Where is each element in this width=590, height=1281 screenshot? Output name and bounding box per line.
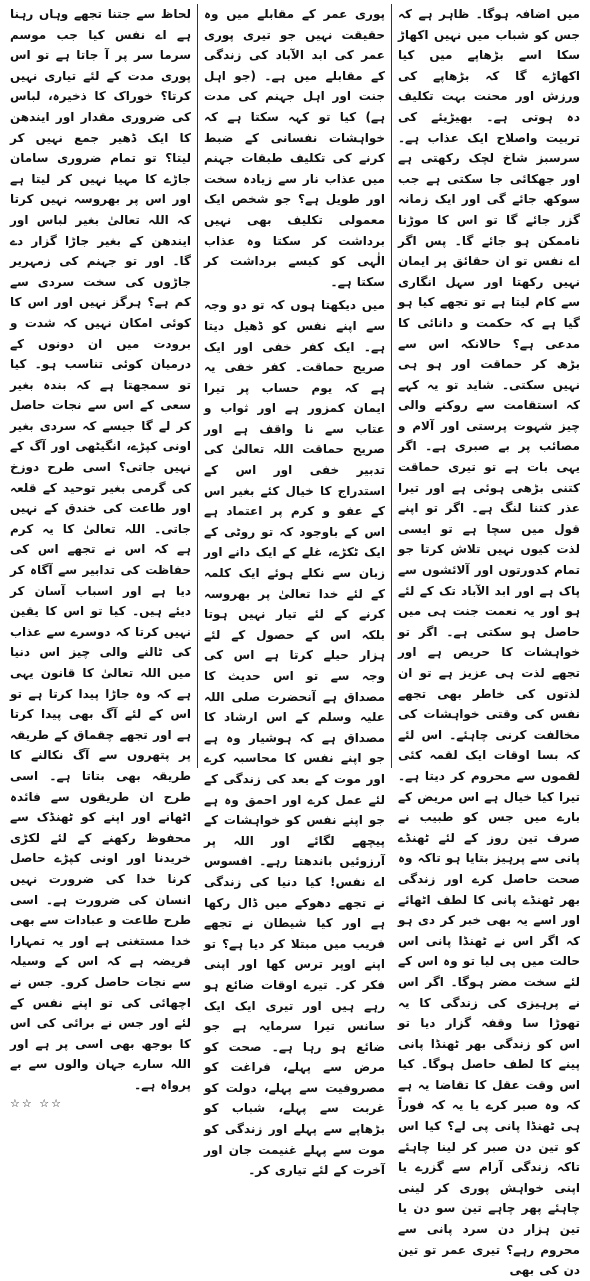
column-right <box>392 4 586 1278</box>
column-left-paragraph-1: لحاظ سے جتنا تجھے وہاں رہنا ہے اے نفس کیا جب موسم سرما سر پر آ جاتا ہے تو اس پوری مدت کے لئے تیاری نہیں کرتا؟ خوراک کا ذخیرہ، لباس کی ضروری مقدار اور ایندھن کا ایک ڈھیر جمع نہیں کر لیتا؟ تو تمام ضروری سامان جاڑے کا مہیا نہیں کر لیتا ہے اور اس پر بھروسہ نہیں کرتا کہ اللہ تعالیٰ بغیر لباس اور ایندھن کے بغیر جاڑا گزار دے گا۔ اور تو جہنم کی زمہریر جاڑوں کی سخت سردی سے کم ہے؟ ہرگز نہیں اور اس کا کوئی امکان نہیں کہ شدت و برودت میں ان دونوں کے درمیان کوئی تناسب ہو۔ کیا تو سمجھتا ہے کہ بندہ بغیر سعی کے اس سے نجات حاصل کر لے گا جیسے کہ سردی بغیر اونی کپڑے، انگیٹھی اور آگ کے نہیں جاتی؟ اسی طرح دوزخ کی گرمی بغیر توحید کے قلعہ اور طاعت کی خندق کے نہیں جاتی۔ اللہ تعالیٰ کا یہ کرم ہے کہ اس نے تجھے اس کی حفاظت کی تدابیر سے آگاہ کر دیا ہے اور اسباب آسان کر دیئے ہیں۔ کیا تو اس کا یقین نہیں کرتا کہ دوسرے سے عذاب کی ٹالنے والی چیز اس دنیا میں اللہ تعالیٰ کا قانون یہی ہے کہ وہ جاڑا پیدا کرتا ہے تو اس کے لئے آگ بھی پیدا کرتا ہے اور تجھے چقماق کے طریقہ پر پتھروں سے آگ نکالنے کا طریقہ بھی بتاتا ہے۔ اسی طرح ان طریقوں سے فائدہ اٹھانے اور اپنے کو ٹھنڈک سے محفوظ رکھنے کے لئے لکڑی خریدنا اور اونی کپڑے حاصل کرنا خدا کی ضرورت نہیں انسان کی ضرورت ہے۔ اسی طرح طاعت و عبادات سے بھی خدا مستغنی ہے اور یہ تمہارا فریضہ ہے کہ اس کے وسیلہ سے نجات حاصل کرو۔ جس نے اچھائی کی تو اپنے نفس کے لئے اور جس نے برائی کی اس کا بوجھ بھی اسی پر ہے اور اللہ سارے جہان والوں سے بے پرواہ ہے۔ <box>10 7 191 1092</box>
newspaper-page <box>4 4 586 1278</box>
end-of-article-stars: ☆☆ ☆☆ <box>10 1097 63 1111</box>
column-left <box>4 4 198 1111</box>
column-middle-paragraph-1: پوری عمر کے مقابلے میں وہ حقیقت نہیں جو تیری پوری عمر کی ابد الآباد کی زندگی کے مقابلے میں ہے۔ (جو اہل جنت اور اہل جہنم کی مدت ہے) کیا تو کہہ سکتا ہے کہ خواہشات نفسانی کے ضبط کرنے کی تکلیف طبقات جہنم میں عذاب نار سے زیادہ سخت اور طویل ہے؟ جو شخص ایک معمولی تکلیف بھی نہیں برداشت کر سکتا وہ عذاب الٰہی کو کیسے برداشت کر سکتا ہے۔ <box>204 7 385 289</box>
column-middle <box>198 4 392 1178</box>
column-right-paragraph-1: میں اضافہ ہوگا۔ ظاہر ہے کہ جس کو شباب میں نہیں اکھاڑ سکا اسے بڑھاپے میں کیا اکھاڑے گا کہ بڑھاپے کی ورزش اور محنت بہت تکلیف دہ ہوتی ہے۔ بھیڑیئے کی تربیت واصلاح ایک عذاب ہے۔ سرسبز شاخ لچک رکھتی ہے اور جھکائی جا سکتی ہے جب سوکھ جائے گی اور ایک زمانہ گزر جائے گا تو اس کا موڑنا ناممکن ہو جائے گا۔ پس اگر اے نفس تو ان حقائق پر ایمان نہیں رکھتا اور سہل انگاری سے کام لیتا ہے تو تجھے کیا ہو گیا ہے کہ حکمت و دانائی کا مدعی ہے؟ حالانکہ اس سے بڑھ کر حماقت اور ہو ہی نہیں سکتی۔ شاید تو یہ کہے کہ استقامت سے روکنے والی چیز شہوت پرستی اور آلام و مصائب پر بے صبری ہے۔ اگر یہی بات ہے تو تیری حماقت کتنی بڑھی ہوئی ہے اور تیرا عذر کتنا لنگ ہے۔ اگر تو اپنے قول میں سچا ہے تو ایسی لذت کیوں نہیں تلاش کرتا جو تمام کدورتوں اور آلائشوں سے پاک ہے اور ابد الآباد تک کے لئے ہو اور یہ نعمت جنت ہی میں حاصل ہو سکتی ہے۔ اگر تو خواہشات کا حریص ہے اور تجھے لذت ہی عزیز ہے تو ان لذتوں کی خاطر بھی تجھے نفس کی وقتی خواہشات کی مخالفت کرنی چاہئے۔ اس لئے کہ بسا اوقات ایک لقمہ کئی لقموں سے محروم کر دیتا ہے۔ تیرا کیا خیال ہے اس مریض کے بارے میں جس کو طبیب نے صرف تین روز کے لئے ٹھنڈے پانی سے پرہیز بتایا ہو تاکہ وہ صحت حاصل کرے اور زندگی بھر ٹھنڈے پانی کا لطف اٹھائے اور اسے یہ بھی خبر کر دی ہو کہ اگر اس نے ٹھنڈا پانی اس حالت میں پی لیا تو وہ اس کے لئے سخت مضر ہوگا۔ اگر اس نے پرہیزی کی زندگی کا یہ تھوڑا سا وقفہ گزار دیا تو اس کو زندگی بھر ٹھنڈا پانی پینے کا لطف حاصل ہوگا۔ کیا اس وقت عقل کا تقاضا یہ ہے کہ وہ صبر کرے یا یہ کہ فوراً ہی ٹھنڈا پانی پی لے؟ کیا اس کو تین دن صبر کر لینا چاہئے تاکہ زندگی آرام سے گزرے یا اپنی خواہش پوری کر لینی چاہئے پھر چاہے تین سو دن یا تین ہزار دن سرد پانی سے محروم رہے؟ تیری عمر تو تین دن کی بھی <box>398 7 580 1278</box>
column-middle-paragraph-2: میں دیکھتا ہوں کہ تو دو وجہ سے اپنے نفس کو ڈھیل دیتا ہے۔ ایک کفر خفی اور ایک صریح حماقت۔ کفر خفی یہ ہے کہ یوم حساب پر تیرا ایمان کمزور ہے اور ثواب و عتاب سے نا واقف ہے اور صریح حماقت اللہ تعالیٰ کی تدبیر خفی اور اس کے استدراج کا خیال کئے بغیر اس کے عفو و کرم پر اعتماد ہے اس کے باوجود کہ تو روٹی کے ایک ٹکڑے، غلے کے ایک دانے اور زبان سے نکلے ہوئے ایک کلمہ کے لئے خدا تعالیٰ پر بھروسہ کرنے کے لئے تیار نہیں ہوتا بلکہ اس کے حصول کے لئے ہزار حیلے کرتا ہے اس کی وجہ سے تو اس حدیث کا مصداق ہے آنحضرت صلی اللہ علیہ وسلم کے اس ارشاد کا مصداق ہے کہ ہوشیار وہ ہے جو اپنے نفس کا محاسبہ کرے اور موت کے بعد کی زندگی کے لئے عمل کرے اور احمق وہ ہے جو اپنے نفس کو خواہشات کے پیچھے لگائے اور اللہ پر آرزوئیں باندھتا رہے۔ افسوس اے نفس! کیا دنیا کی زندگی نے تجھے دھوکے میں ڈال رکھا ہے اور کیا شیطان نے تجھے فریب میں مبتلا کر دیا ہے؟ تو اپنے اوپر ترس کھا اور اپنی فکر کر۔ تیرے اوقات ضائع ہو رہے ہیں اور تیری ایک ایک سانس تیرا سرمایہ ہے جو ضائع ہو رہا ہے۔ صحت کو مرض سے پہلے، فراغت کو مصروفیت سے پہلے، دولت کو غربت سے پہلے، شباب کو بڑھاپے سے پہلے اور زندگی کو موت سے پہلے غنیمت جان اور آخرت کے لئے تیاری کر۔ <box>204 298 385 1178</box>
